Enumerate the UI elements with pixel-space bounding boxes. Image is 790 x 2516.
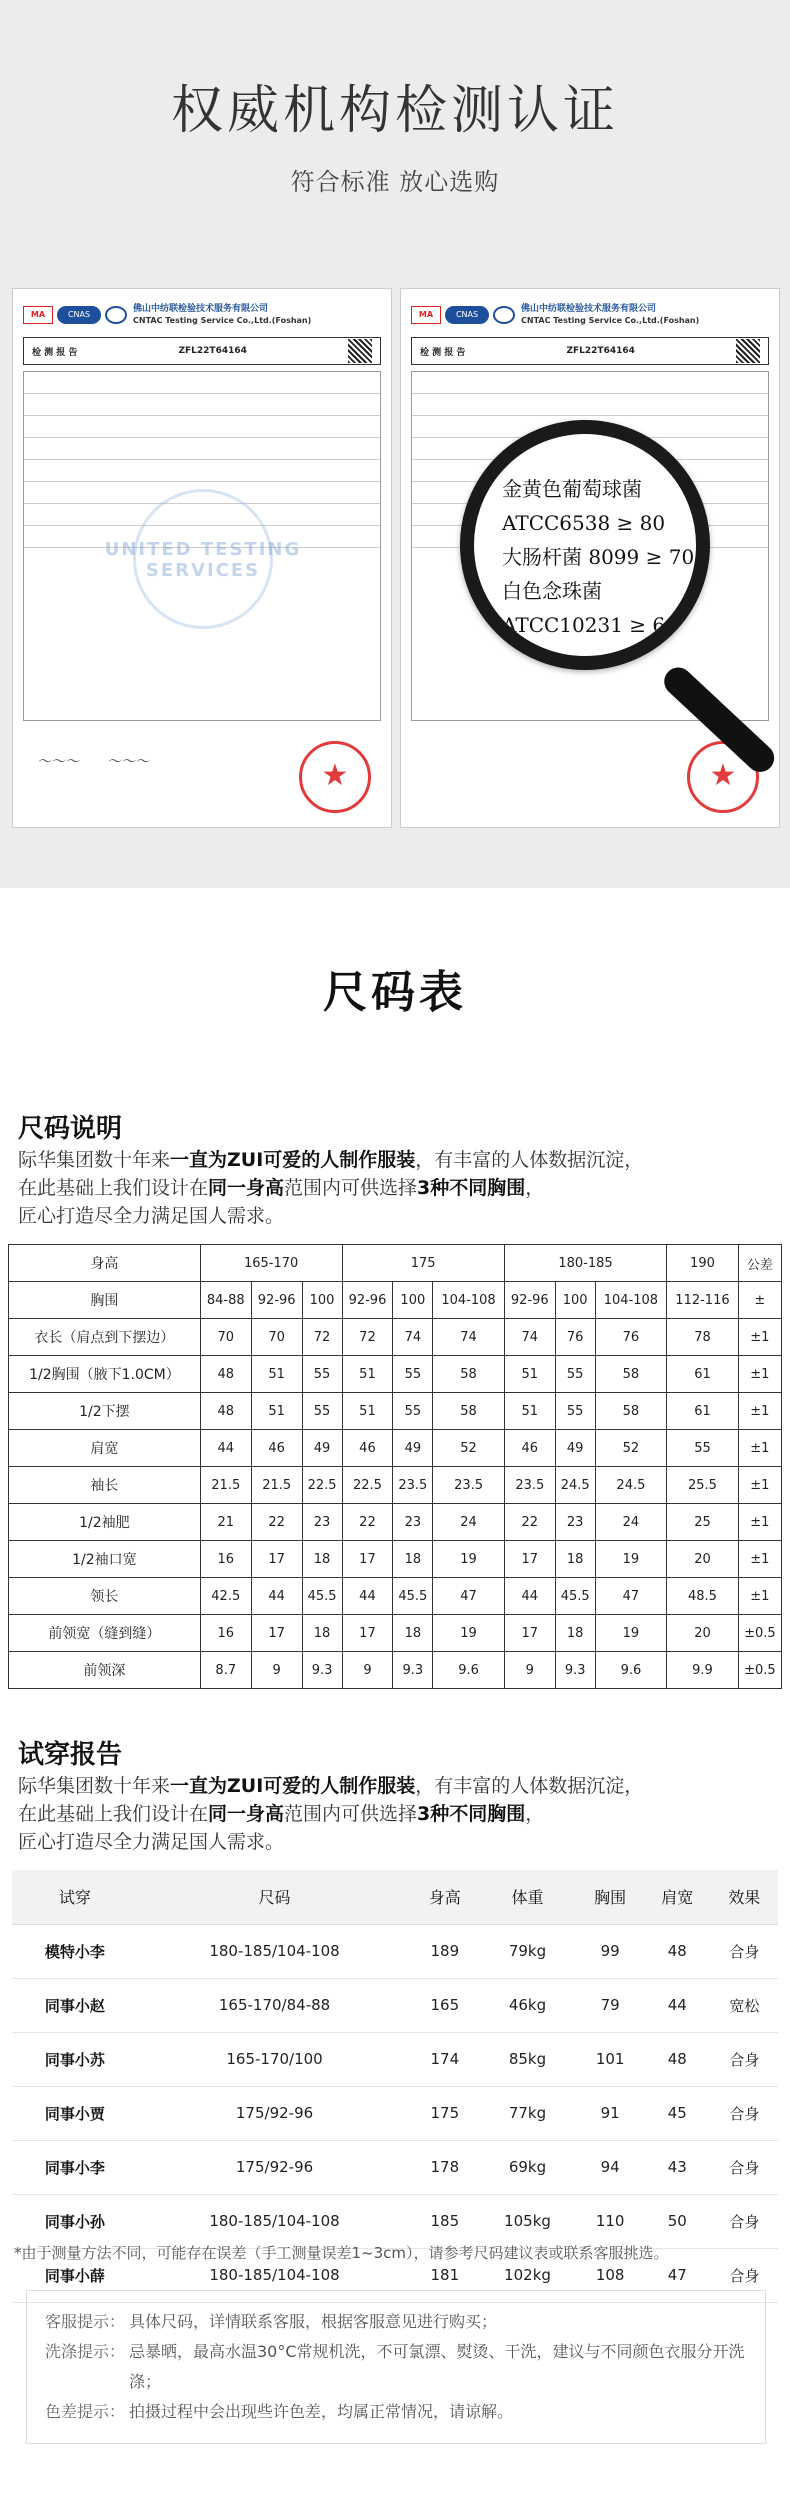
- trial-value-cell: 105kg: [478, 2194, 576, 2248]
- size-value-cell: 23: [555, 1504, 595, 1541]
- size-measure-row: [9, 1319, 782, 1356]
- size-value-cell: 9.6: [595, 1652, 667, 1689]
- trial-value-cell: 85kg: [478, 2032, 576, 2086]
- trial-value-cell: 45: [644, 2086, 711, 2140]
- explain-text: ，有丰富的人体数据沉淀，: [415, 1775, 644, 1797]
- report-label: 检 测 报 告: [32, 347, 78, 358]
- cma-logo-icon: MA: [411, 306, 441, 324]
- report-watermark: UNITED TESTING SERVICES: [104, 539, 302, 581]
- size-value-cell: 19: [433, 1541, 505, 1578]
- size-value-cell: 46: [342, 1430, 393, 1467]
- size-value-cell: 20: [667, 1615, 739, 1652]
- trial-column-header: 效果: [711, 1870, 778, 1924]
- explain-text: 际华集团数十年来: [18, 1149, 171, 1171]
- trial-value-cell: 合身: [711, 2194, 778, 2248]
- trial-value-cell: 合身: [711, 2086, 778, 2140]
- magnified-text: [502, 472, 694, 642]
- cnas-logo-icon: CNAS: [445, 306, 489, 324]
- size-value-cell: 44: [200, 1430, 251, 1467]
- report-line: [24, 416, 380, 438]
- size-value-cell: 9.3: [393, 1652, 433, 1689]
- size-value-cell: 49: [393, 1430, 433, 1467]
- size-height-cell: 175: [342, 1245, 504, 1282]
- size-measure-row: [9, 1504, 782, 1541]
- size-value-cell: 18: [302, 1615, 342, 1652]
- size-value-cell: 17: [504, 1615, 555, 1652]
- size-explain-text: [18, 1146, 778, 1230]
- size-value-cell: 44: [504, 1578, 555, 1615]
- size-value-cell: 23.5: [504, 1467, 555, 1504]
- size-value-cell: 45.5: [302, 1578, 342, 1615]
- tip-text: 拍摄过程中会出现些许色差，均属正常情况，请谅解。: [129, 2402, 514, 2421]
- trial-explain-text: [18, 1772, 778, 1856]
- size-value-cell: 17: [251, 1615, 302, 1652]
- qr-code-icon: [348, 339, 372, 363]
- size-chart-title: 尺码表: [323, 967, 467, 1018]
- size-measure-row: [9, 1578, 782, 1615]
- size-value-cell: 22: [342, 1504, 393, 1541]
- size-value-cell: 9.3: [302, 1652, 342, 1689]
- size-value-cell: 74: [433, 1319, 505, 1356]
- size-value-cell: 20: [667, 1541, 739, 1578]
- trial-value-cell: 合身: [711, 2032, 778, 2086]
- trial-value-cell: 174: [411, 2032, 478, 2086]
- trial-value-cell: 44: [644, 1978, 711, 2032]
- trial-value-cell: 110: [577, 2194, 644, 2248]
- size-value-cell: 52: [433, 1430, 505, 1467]
- size-value-cell: 17: [342, 1615, 393, 1652]
- size-value-cell: 23: [393, 1504, 433, 1541]
- size-value-cell: 70: [200, 1319, 251, 1356]
- size-chest-cell: 100: [393, 1282, 433, 1319]
- size-measure-row: [9, 1541, 782, 1578]
- size-value-cell: ±1: [738, 1541, 781, 1578]
- size-measure-label: 1/2胸围（腋下1.0CM）: [9, 1356, 201, 1393]
- size-value-cell: ±0.5: [738, 1615, 781, 1652]
- trial-row: [12, 2194, 778, 2248]
- report-line: [24, 394, 380, 416]
- size-value-cell: 55: [555, 1393, 595, 1430]
- red-seal-icon: ★: [687, 741, 759, 813]
- trial-value-cell: 102kg: [478, 2248, 576, 2302]
- size-value-cell: 18: [555, 1541, 595, 1578]
- report-number: ZFL22T64164: [566, 346, 635, 356]
- tip-washing: [45, 2337, 747, 2397]
- size-value-cell: 25: [667, 1504, 739, 1541]
- size-value-cell: ±1: [738, 1356, 781, 1393]
- report-bar: [23, 337, 381, 365]
- size-chest-cell: 100: [555, 1282, 595, 1319]
- signature-icon: ～～～ ～～～: [37, 754, 149, 770]
- report-number: ZFL22T64164: [178, 346, 247, 356]
- size-value-cell: 46: [504, 1430, 555, 1467]
- explain-line-2: [18, 1174, 778, 1202]
- trial-column-header: 试穿: [12, 1870, 138, 1924]
- size-value-cell: 18: [393, 1541, 433, 1578]
- explain-text: 范围内可供选择: [284, 1177, 418, 1199]
- cert-subtitle: 符合标准 放心选购: [290, 168, 500, 196]
- org-logo-icon: [105, 306, 127, 324]
- size-value-cell: 24.5: [595, 1467, 667, 1504]
- explain-line-3: 匠心打造尽全力满足国人需求。: [18, 1831, 285, 1853]
- size-chest-cell: 92-96: [342, 1282, 393, 1319]
- size-value-cell: 55: [555, 1356, 595, 1393]
- size-chest-cell: ±: [738, 1282, 781, 1319]
- size-value-cell: 22: [251, 1504, 302, 1541]
- size-value-cell: 19: [595, 1541, 667, 1578]
- explain-text: ，: [525, 1803, 545, 1825]
- trial-table: [12, 1870, 778, 2303]
- size-value-cell: 19: [595, 1615, 667, 1652]
- size-value-cell: 16: [200, 1541, 251, 1578]
- tip-color: [45, 2397, 747, 2427]
- certification-section: [0, 0, 790, 888]
- trial-value-cell: 47: [644, 2248, 711, 2302]
- explain-emphasis: 3种不同胸围: [417, 1803, 526, 1825]
- size-value-cell: ±1: [738, 1467, 781, 1504]
- trial-row: [12, 1924, 778, 1978]
- size-value-cell: 22: [504, 1504, 555, 1541]
- trial-value-cell: 101: [577, 2032, 644, 2086]
- magnified-line: ATCC6538 ≥ 80: [502, 511, 666, 535]
- magnified-line: ATCC10231 ≥ 60: [502, 613, 678, 637]
- size-value-cell: ±0.5: [738, 1652, 781, 1689]
- explain-line-2: [18, 1800, 778, 1828]
- size-value-cell: 78: [667, 1319, 739, 1356]
- size-measure-row: [9, 1356, 782, 1393]
- trial-value-cell: 46kg: [478, 1978, 576, 2032]
- trial-row: [12, 1978, 778, 2032]
- size-value-cell: 51: [251, 1393, 302, 1430]
- trial-row: [12, 2032, 778, 2086]
- trial-value-cell: 165-170/84-88: [138, 1978, 411, 2032]
- report-org-cn: 佛山中纺联检验技术服务有限公司: [133, 304, 269, 314]
- report-org: [133, 303, 381, 327]
- size-value-cell: 74: [504, 1319, 555, 1356]
- size-value-cell: 47: [433, 1578, 505, 1615]
- size-chest-cell: 104-108: [595, 1282, 667, 1319]
- trial-value-cell: 185: [411, 2194, 478, 2248]
- size-value-cell: 44: [251, 1578, 302, 1615]
- trial-value-cell: 43: [644, 2140, 711, 2194]
- size-height-cell: 190: [667, 1245, 739, 1282]
- size-value-cell: 52: [595, 1430, 667, 1467]
- size-value-cell: 74: [393, 1319, 433, 1356]
- trial-value-cell: 合身: [711, 2140, 778, 2194]
- size-value-cell: 70: [251, 1319, 302, 1356]
- explain-text: 际华集团数十年来: [18, 1775, 171, 1797]
- trial-value-cell: 180-185/104-108: [138, 2248, 411, 2302]
- tips-box: [26, 2290, 766, 2444]
- size-height-cell: 180-185: [504, 1245, 666, 1282]
- report-label: 检 测 报 告: [420, 347, 466, 358]
- trial-name-cell: 模特小李: [12, 1924, 138, 1978]
- size-height-cell: 公差: [738, 1245, 781, 1282]
- explain-text: 在此基础上我们设计在: [18, 1803, 209, 1825]
- magnified-line: 白色念珠菌: [502, 579, 602, 603]
- trial-value-cell: 宽松: [711, 1978, 778, 2032]
- size-value-cell: 55: [393, 1356, 433, 1393]
- size-value-cell: 76: [555, 1319, 595, 1356]
- size-value-cell: 19: [433, 1615, 505, 1652]
- size-value-cell: 76: [595, 1319, 667, 1356]
- trial-value-cell: 48: [644, 1924, 711, 1978]
- size-value-cell: 61: [667, 1356, 739, 1393]
- trial-value-cell: 181: [411, 2248, 478, 2302]
- tip-service: [45, 2307, 747, 2337]
- explain-text: 在此基础上我们设计在: [18, 1177, 209, 1199]
- trial-value-cell: 48: [644, 2032, 711, 2086]
- size-value-cell: 48.5: [667, 1578, 739, 1615]
- size-value-cell: 44: [342, 1578, 393, 1615]
- trial-value-cell: 合身: [711, 1924, 778, 1978]
- size-value-cell: 51: [251, 1356, 302, 1393]
- trial-value-cell: 180-185/104-108: [138, 1924, 411, 1978]
- trial-value-cell: 79kg: [478, 1924, 576, 1978]
- trial-column-header: 肩宽: [644, 1870, 711, 1924]
- report-org-en: CNTAC Testing Service Co.,Ltd.(Foshan): [133, 316, 312, 325]
- cert-title: 权威机构检测认证: [170, 81, 619, 141]
- size-value-cell: 25.5: [667, 1467, 739, 1504]
- trial-column-header: 尺码: [138, 1870, 411, 1924]
- size-height-cell: 165-170: [200, 1245, 342, 1282]
- size-value-cell: 8.7: [200, 1652, 251, 1689]
- size-value-cell: 9.9: [667, 1652, 739, 1689]
- size-value-cell: 22.5: [342, 1467, 393, 1504]
- trial-value-cell: 165: [411, 1978, 478, 2032]
- report-org: [521, 303, 769, 327]
- size-explain-heading: 尺码说明: [18, 1114, 123, 1144]
- report-line: [24, 460, 380, 482]
- size-chest-cell: 112-116: [667, 1282, 739, 1319]
- size-value-cell: 48: [200, 1356, 251, 1393]
- size-value-cell: 16: [200, 1615, 251, 1652]
- report-line: [412, 394, 768, 416]
- size-value-cell: 22.5: [302, 1467, 342, 1504]
- trial-value-cell: 108: [577, 2248, 644, 2302]
- trial-name-cell: 同事小苏: [12, 2032, 138, 2086]
- size-value-cell: 9: [342, 1652, 393, 1689]
- size-value-cell: 24.5: [555, 1467, 595, 1504]
- explain-emphasis: 同一身高: [208, 1803, 285, 1825]
- trial-value-cell: 69kg: [478, 2140, 576, 2194]
- explain-emphasis: 一直为ZUI可爱的人制作服装: [170, 1149, 416, 1171]
- size-value-cell: 9.3: [555, 1652, 595, 1689]
- size-measure-row: [9, 1615, 782, 1652]
- size-value-cell: ±1: [738, 1319, 781, 1356]
- trial-name-cell: 同事小赵: [12, 1978, 138, 2032]
- size-chest-cell: 104-108: [433, 1282, 505, 1319]
- trial-value-cell: 50: [644, 2194, 711, 2248]
- trial-header-row: [12, 1870, 778, 1924]
- size-value-cell: 49: [555, 1430, 595, 1467]
- explain-line-3: 匠心打造尽全力满足国人需求。: [18, 1205, 285, 1227]
- size-value-cell: 61: [667, 1393, 739, 1430]
- size-value-cell: 45.5: [393, 1578, 433, 1615]
- size-value-cell: 18: [393, 1615, 433, 1652]
- size-measure-row: [9, 1393, 782, 1430]
- size-value-cell: 21.5: [251, 1467, 302, 1504]
- size-value-cell: 9: [251, 1652, 302, 1689]
- size-chest-cell: 92-96: [251, 1282, 302, 1319]
- trial-value-cell: 79: [577, 1978, 644, 2032]
- size-value-cell: 17: [342, 1541, 393, 1578]
- explain-text: ，: [525, 1177, 545, 1199]
- tip-label: 色差提示：: [45, 2402, 126, 2421]
- report-line: [24, 372, 380, 394]
- size-value-cell: 23: [302, 1504, 342, 1541]
- tip-label: 洗涤提示：: [45, 2342, 126, 2361]
- trial-name-cell: 同事小贾: [12, 2086, 138, 2140]
- size-value-cell: 72: [302, 1319, 342, 1356]
- report-org-cn: 佛山中纺联检验技术服务有限公司: [521, 304, 657, 314]
- trial-row: [12, 2086, 778, 2140]
- size-measure-label: 前领深: [9, 1652, 201, 1689]
- size-value-cell: 58: [433, 1356, 505, 1393]
- trial-name-cell: 同事小李: [12, 2140, 138, 2194]
- trial-value-cell: 180-185/104-108: [138, 2194, 411, 2248]
- trial-value-cell: 189: [411, 1924, 478, 1978]
- explain-emphasis: 同一身高: [208, 1177, 285, 1199]
- size-chest-label: 胸围: [9, 1282, 201, 1319]
- report-bar: [411, 337, 769, 365]
- size-value-cell: 55: [393, 1393, 433, 1430]
- trial-value-cell: 175/92-96: [138, 2140, 411, 2194]
- size-height-label: 身高: [9, 1245, 201, 1282]
- size-value-cell: ±1: [738, 1504, 781, 1541]
- size-value-cell: 9: [504, 1652, 555, 1689]
- explain-text: ，有丰富的人体数据沉淀，: [415, 1149, 644, 1171]
- size-value-cell: 9.6: [433, 1652, 505, 1689]
- size-chest-cell: 84-88: [200, 1282, 251, 1319]
- size-value-cell: 17: [504, 1541, 555, 1578]
- cnas-logo-icon: CNAS: [57, 306, 101, 324]
- size-value-cell: 51: [342, 1356, 393, 1393]
- size-value-cell: 55: [302, 1393, 342, 1430]
- size-value-cell: 17: [251, 1541, 302, 1578]
- size-measure-row: [9, 1652, 782, 1689]
- size-chest-row: [9, 1282, 782, 1319]
- size-value-cell: 47: [595, 1578, 667, 1615]
- size-measure-label: 袖长: [9, 1467, 201, 1504]
- size-measure-label: 1/2下摆: [9, 1393, 201, 1430]
- trial-value-cell: 175: [411, 2086, 478, 2140]
- explain-line-1: [18, 1146, 778, 1174]
- size-value-cell: 23.5: [393, 1467, 433, 1504]
- size-value-cell: 46: [251, 1430, 302, 1467]
- size-value-cell: 18: [555, 1615, 595, 1652]
- size-value-cell: 51: [342, 1393, 393, 1430]
- size-value-cell: 58: [595, 1356, 667, 1393]
- size-value-cell: 58: [595, 1393, 667, 1430]
- size-measure-label: 衣长（肩点到下摆边）: [9, 1319, 201, 1356]
- size-value-cell: 49: [302, 1430, 342, 1467]
- tip-text: 忌暴晒，最高水温30°C常规机洗，不可氯漂、熨烫、干洗，建议与不同颜色衣服分开洗涤；: [129, 2342, 745, 2391]
- tip-label: 客服提示：: [45, 2312, 126, 2331]
- size-value-cell: 45.5: [555, 1578, 595, 1615]
- size-measure-label: 1/2袖肥: [9, 1504, 201, 1541]
- tip-text: 具体尺码，详情联系客服，根据客服意见进行购买；: [129, 2312, 498, 2331]
- trial-row: [12, 2140, 778, 2194]
- trial-value-cell: 合身: [711, 2248, 778, 2302]
- size-measure-row: [9, 1430, 782, 1467]
- trial-column-header: 身高: [411, 1870, 478, 1924]
- size-value-cell: 72: [342, 1319, 393, 1356]
- trial-column-header: 胸围: [577, 1870, 644, 1924]
- size-value-cell: 24: [595, 1504, 667, 1541]
- explain-emphasis: 一直为ZUI可爱的人制作服装: [170, 1775, 416, 1797]
- test-report-left: [12, 288, 392, 828]
- magnified-line: 大肠杆菌 8099 ≥ 70: [502, 545, 695, 569]
- size-measure-label: 前领宽（缝到缝）: [9, 1615, 201, 1652]
- size-value-cell: ±1: [738, 1393, 781, 1430]
- measurement-note: *由于测量方法不同，可能存在误差（手工测量误差1~3cm），请参考尺码建议表或联系客服挑选。: [14, 2244, 669, 2262]
- size-measure-label: 肩宽: [9, 1430, 201, 1467]
- red-seal-icon: ★: [299, 741, 371, 813]
- report-header: [23, 299, 381, 331]
- size-value-cell: ±1: [738, 1578, 781, 1615]
- org-logo-icon: [493, 306, 515, 324]
- size-value-cell: 48: [200, 1393, 251, 1430]
- qr-code-icon: [736, 339, 760, 363]
- size-value-cell: ±1: [738, 1430, 781, 1467]
- size-value-cell: 51: [504, 1393, 555, 1430]
- trial-value-cell: 99: [577, 1924, 644, 1978]
- size-value-cell: 58: [433, 1393, 505, 1430]
- trial-value-cell: 175/92-96: [138, 2086, 411, 2140]
- trial-value-cell: 77kg: [478, 2086, 576, 2140]
- cma-logo-icon: MA: [23, 306, 53, 324]
- trial-report-heading: 试穿报告: [18, 1740, 123, 1770]
- size-chest-cell: 92-96: [504, 1282, 555, 1319]
- size-measure-row: [9, 1467, 782, 1504]
- size-measure-label: 1/2袖口宽: [9, 1541, 201, 1578]
- report-org-en: CNTAC Testing Service Co.,Ltd.(Foshan): [521, 316, 700, 325]
- size-table: [8, 1244, 782, 1689]
- explain-line-1: [18, 1772, 778, 1800]
- size-chest-cell: 100: [302, 1282, 342, 1319]
- trial-value-cell: 94: [577, 2140, 644, 2194]
- size-value-cell: 21: [200, 1504, 251, 1541]
- explain-emphasis: 3种不同胸围: [417, 1177, 526, 1199]
- report-line: [24, 438, 380, 460]
- trial-value-cell: 165-170/100: [138, 2032, 411, 2086]
- report-line: [412, 372, 768, 394]
- size-value-cell: 21.5: [200, 1467, 251, 1504]
- size-value-cell: 18: [302, 1541, 342, 1578]
- size-value-cell: 55: [302, 1356, 342, 1393]
- size-measure-label: 领长: [9, 1578, 201, 1615]
- trial-value-cell: 178: [411, 2140, 478, 2194]
- trial-column-header: 体重: [478, 1870, 576, 1924]
- trial-value-cell: 91: [577, 2086, 644, 2140]
- magnifier-icon: [460, 420, 710, 670]
- size-value-cell: 51: [504, 1356, 555, 1393]
- magnified-line: 金黄色葡萄球菌: [502, 477, 642, 501]
- report-header: [411, 299, 769, 331]
- explain-text: 范围内可供选择: [284, 1803, 418, 1825]
- size-value-cell: 23.5: [433, 1467, 505, 1504]
- size-value-cell: 24: [433, 1504, 505, 1541]
- trial-name-cell: 同事小孙: [12, 2194, 138, 2248]
- size-height-row: [9, 1245, 782, 1282]
- size-value-cell: 42.5: [200, 1578, 251, 1615]
- size-value-cell: 55: [667, 1430, 739, 1467]
- trial-name-cell: 同事小薛: [12, 2248, 138, 2302]
